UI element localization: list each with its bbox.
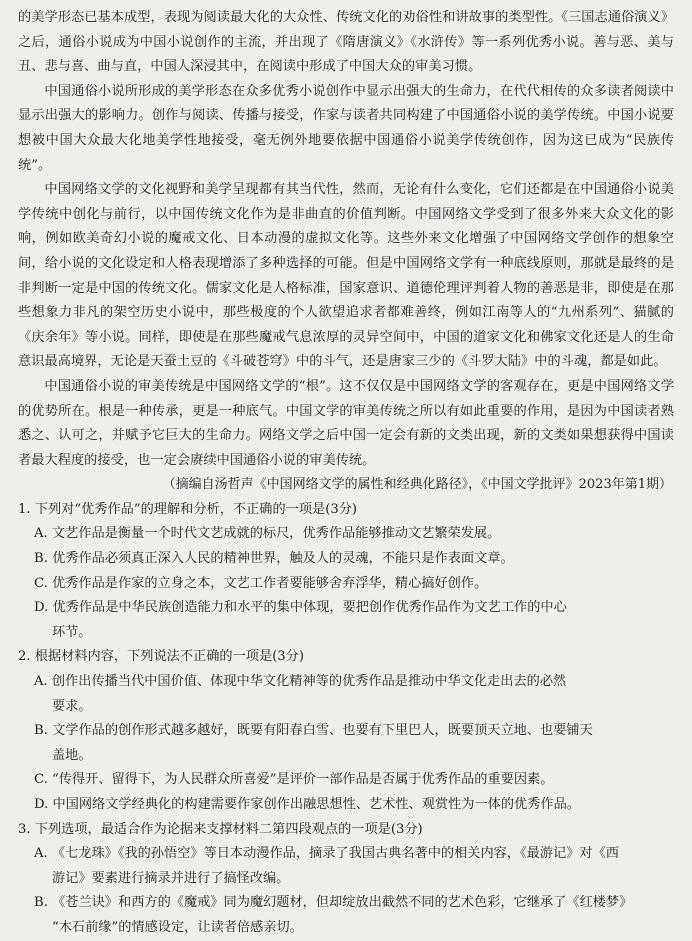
passage-paragraph-1: 的美学形态已基本成型，表现为阅读最大化的大众性、传统文化的劝俗性和讲故事的类型性。《三国志通俗演义》之后，通俗小说成为中国小说创作的主流，并出现了《隋唐演义》《水浒传》等一系列优秀小说。善与恶、美与丑、悲与喜、曲与直，中国人深浸其中，在阅读中形成了中国大众的审美习惯。 xyxy=(18,10,674,75)
option-a[interactable]: A. 文艺作品是衡量一个时代文艺成就的标尺，优秀作品能够推动文艺繁荣发展。 xyxy=(34,526,501,542)
option-b[interactable]: B. 优秀作品必须真正深入人民的精神世界，触及人的灵魂，不能只是作表面文章。 xyxy=(34,551,514,567)
question-stem: 1. 下列对“优秀作品”的理解和分析，不正确的一项是(3分) xyxy=(18,501,358,517)
option-c[interactable]: C. 优秀作品是作家的立身之本，文艺工作者要能够舍弃浮华，精心搞好创作。 xyxy=(34,575,488,591)
option-b[interactable]: B. 文学作品的创作形式越多越好，既要有阳春白雪、也要有下里巴人，既要顶天立地、也要铺天 xyxy=(34,723,593,739)
question-stem: 2. 根据材料内容，下列说法不正确的一项是(3分) xyxy=(18,649,305,665)
option-c[interactable]: C. “传得开、留得下，为人民群众所喜爱”是评价一部作品是否属于优秀作品的重要因素。 xyxy=(34,772,554,788)
option-a[interactable]: A. 创作出传播当代中国价值、体现中华文化精神等的优秀作品是推动中华文化走出去的必然 xyxy=(34,674,567,690)
passage-paragraph-4: 中国通俗小说的审美传统是中国网络文学的“根”。这不仅仅是中国网络文学的客观存在，更是中国网络文学的优势所在。根是一种传承，更是一种底气。中国文学的审美传统之所以有如此重要的作用，是因为中国读者熟悉之、认可之，并赋予它巨大的生命力。网络文学之后中国一定会有新的文类出现，新的文类如果想获得中国读者最大程度的接受，也一定会赓续中国通俗小说的审美传统。 xyxy=(18,378,674,468)
passage-source: （摘编自汤哲声《中国网络文学的属性和经典化路径》，《中国文学批评》2023年第1期） xyxy=(162,477,672,493)
option-b[interactable]: B. 《苍兰诀》和西方的《魔戒》同为魔幻题材，但却绽放出截然不同的艺术色彩，它继承了《红楼梦》 xyxy=(34,895,633,911)
option-a-continued: 游记》要素进行摘录并进行了搞怪改编。 xyxy=(52,870,290,886)
question-stem: 3. 下列选项，最适合作为论据来支撑材料二第四段观点的一项是(3分) xyxy=(18,821,423,837)
option-a-continued: 要求。 xyxy=(52,698,92,714)
option-b-continued: 盖地。 xyxy=(52,747,92,763)
passage-paragraph-2: 中国通俗小说所形成的美学形态在众多优秀小说创作中显示出强大的生命力，在代代相传的众多读者阅读中显示出强大的影响力。创作与阅读、传播与接受，作家与读者共同构建了中国通俗小说的美学传统。中国小说要想被中国大众最大化地美学性地接受，毫无例外地要依据中国通俗小说美学传统创作，因为这已成为“民族传统”。 xyxy=(18,83,674,173)
question-2 xyxy=(18,645,674,817)
question-3 xyxy=(18,818,674,941)
option-d[interactable]: D. 中国网络文学经典化的构建需要作家创作出融思想性、艺术性、观赏性为一体的优秀作品。 xyxy=(34,797,580,812)
question-1 xyxy=(18,498,674,646)
option-b-continued: “木石前缘”的情感设定，让读者倍感亲切。 xyxy=(52,919,303,935)
option-a[interactable]: A. 《七龙珠》《我的孙悟空》等日本动漫作品，摘录了我国古典名著中的相关内容，《最游记》对《西 xyxy=(34,846,619,862)
option-d[interactable]: D. 优秀作品是中华民族创造能力和水平的集中体现，要把创作优秀作品作为文艺工作的中心 xyxy=(34,600,567,616)
option-d-continued: 环节。 xyxy=(52,624,92,640)
passage-paragraph-3: 中国网络文学的文化视野和美学呈现都有其当代性，然而，无论有什么变化，它们还都是在中国通俗小说美学传统中创化与前行，以中国传统文化作为是非曲直的价值判断。中国网络文学受到了很多外来大众文化的影响，例如欧美奇幻小说的魔戒文化、日本动漫的虚拟文化等。这些外来文化增强了中国网络文学创作的想象空间，给小说的文化设定和人格表现增添了多种选择的可能。但是中国网络文学有一种底线原则，那就是最终的是非判断一定是中国的传统文化。儒家文化是人格标准，国家意识、道德伦理评判着人物的善恶是非，即使是在那些想象力非凡的架空历史小说中，那些极度的个人欲望追求者都难善终，例如江南等人的“九州系列”、猫腻的《庆余年》等小说。同样，即使是在那些魔戒气息浓厚的灵异空间中，中国的道家文化和佛家文化还是人的生命意识最高境界，无论是天蚕土豆的《斗破苍穹》中的斗气，还是唐家三少的《斗罗大陆》中的斗魂，都是如此。 xyxy=(18,182,674,370)
